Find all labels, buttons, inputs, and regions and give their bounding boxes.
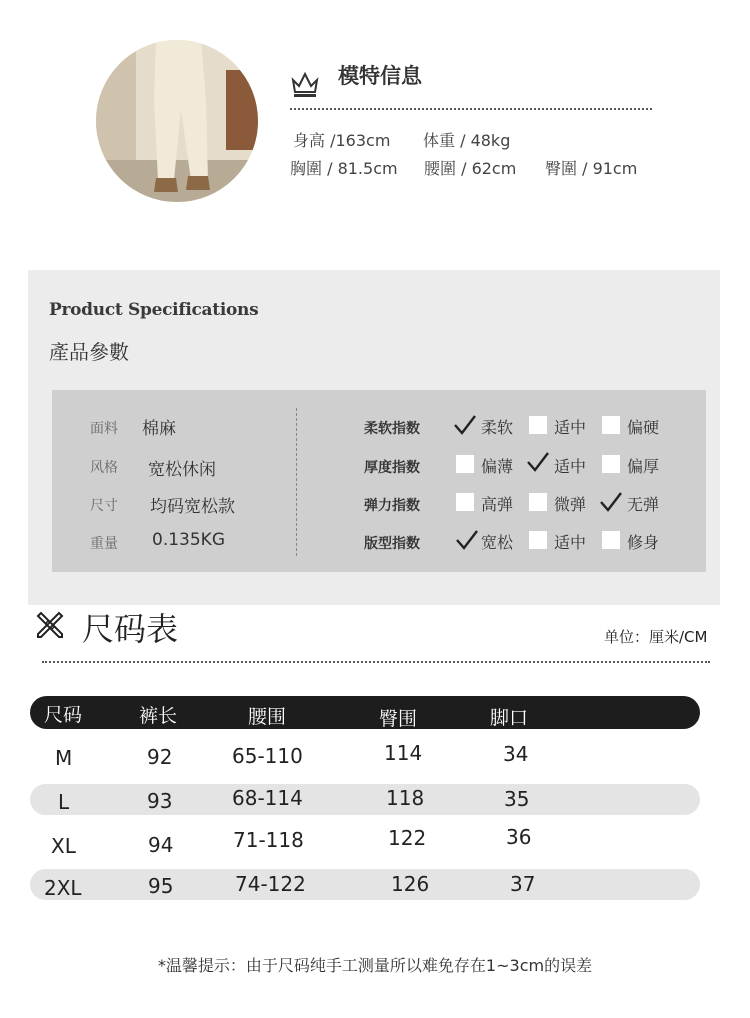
model-height: 身高 /163cm xyxy=(293,131,391,150)
header-length: 裤长 xyxy=(139,705,178,727)
option-medium: 适中 xyxy=(554,457,587,476)
spec-divider xyxy=(296,408,297,556)
table-row-stripe xyxy=(30,784,700,815)
table-row-stripe xyxy=(30,869,700,900)
spec-value-material: 棉麻 xyxy=(142,419,176,439)
checkbox xyxy=(456,493,474,511)
check-icon xyxy=(599,491,623,513)
checkbox xyxy=(529,416,547,434)
index-label-thickness: 厚度指数 xyxy=(364,460,420,476)
table-cell: 92 xyxy=(147,745,173,769)
check-icon xyxy=(453,414,477,436)
model-info-title: 模特信息 xyxy=(338,64,422,88)
table-cell: 36 xyxy=(506,825,532,849)
option-no-stretch: 无弹 xyxy=(627,495,660,514)
table-cell: 71-118 xyxy=(233,828,304,852)
divider xyxy=(290,108,652,110)
table-cell: 65-110 xyxy=(232,744,303,768)
option-medium: 适中 xyxy=(554,533,587,552)
spec-value-style: 宽松休闲 xyxy=(148,460,216,480)
table-cell: XL xyxy=(51,834,76,858)
size-chart-title: 尺码表 xyxy=(82,610,179,648)
table-cell: M xyxy=(55,746,73,770)
model-hip: 臀圍 / 91cm xyxy=(545,159,638,178)
table-cell: 35 xyxy=(504,787,530,811)
checkbox xyxy=(602,531,620,549)
checkbox xyxy=(602,455,620,473)
unit-label: 单位：厘米/CM xyxy=(604,628,708,646)
table-cell: 37 xyxy=(510,872,536,896)
spec-title-cn: 產品參數 xyxy=(49,340,129,364)
model-waist: 腰圍 / 62cm xyxy=(424,159,517,178)
table-cell: 114 xyxy=(384,741,423,765)
option-medium: 适中 xyxy=(554,418,587,437)
check-icon xyxy=(455,529,479,551)
option-high-stretch: 高弹 xyxy=(481,495,514,514)
table-cell: 68-114 xyxy=(232,786,303,810)
option-slight-stretch: 微弹 xyxy=(554,495,587,514)
index-label-fit: 版型指数 xyxy=(364,536,420,552)
header-size: 尺码 xyxy=(44,704,83,726)
spec-key-size: 尺寸 xyxy=(90,498,118,514)
option-thick: 偏厚 xyxy=(627,457,660,476)
table-cell: 93 xyxy=(147,789,173,813)
header-hip: 臀围 xyxy=(379,708,418,730)
check-icon xyxy=(526,451,550,473)
model-weight: 体重 / 48kg xyxy=(423,131,511,150)
checkbox xyxy=(529,531,547,549)
option-slim: 修身 xyxy=(627,533,660,552)
option-thin: 偏薄 xyxy=(481,457,514,476)
option-loose: 宽松 xyxy=(481,533,514,552)
table-cell: 122 xyxy=(388,826,427,850)
spec-key-weight: 重量 xyxy=(90,536,118,552)
spec-key-material: 面料 xyxy=(90,421,118,437)
table-cell: 95 xyxy=(148,874,174,898)
spec-title-en: Product Specifications xyxy=(49,300,259,320)
index-label-softness: 柔软指数 xyxy=(364,421,420,437)
model-photo xyxy=(96,40,258,202)
crown-icon xyxy=(289,68,321,100)
option-hard: 偏硬 xyxy=(627,418,660,437)
table-cell: L xyxy=(58,790,70,814)
table-cell: 34 xyxy=(503,742,529,766)
spec-value-size: 均码宽松款 xyxy=(150,497,235,517)
table-cell: 2XL xyxy=(44,876,82,900)
table-cell: 74-122 xyxy=(235,872,306,896)
checkbox xyxy=(602,416,620,434)
header-hem: 脚口 xyxy=(490,707,529,729)
spec-value-weight: 0.135KG xyxy=(152,530,225,550)
ruler-pencil-icon xyxy=(35,610,65,640)
table-cell: 94 xyxy=(148,833,174,857)
table-cell: 126 xyxy=(391,872,430,896)
checkbox xyxy=(456,455,474,473)
spec-key-style: 风格 xyxy=(90,460,118,476)
option-soft: 柔软 xyxy=(481,418,514,437)
table-cell: 118 xyxy=(386,786,425,810)
table-header xyxy=(30,696,700,729)
model-chest: 胸圍 / 81.5cm xyxy=(290,159,398,178)
header-waist: 腰围 xyxy=(248,706,287,728)
index-label-elasticity: 弹力指数 xyxy=(364,498,420,514)
checkbox xyxy=(529,493,547,511)
measurement-note: *温馨提示：由于尺码纯手工测量所以难免存在1~3cm的误差 xyxy=(157,956,593,975)
divider xyxy=(42,661,710,663)
